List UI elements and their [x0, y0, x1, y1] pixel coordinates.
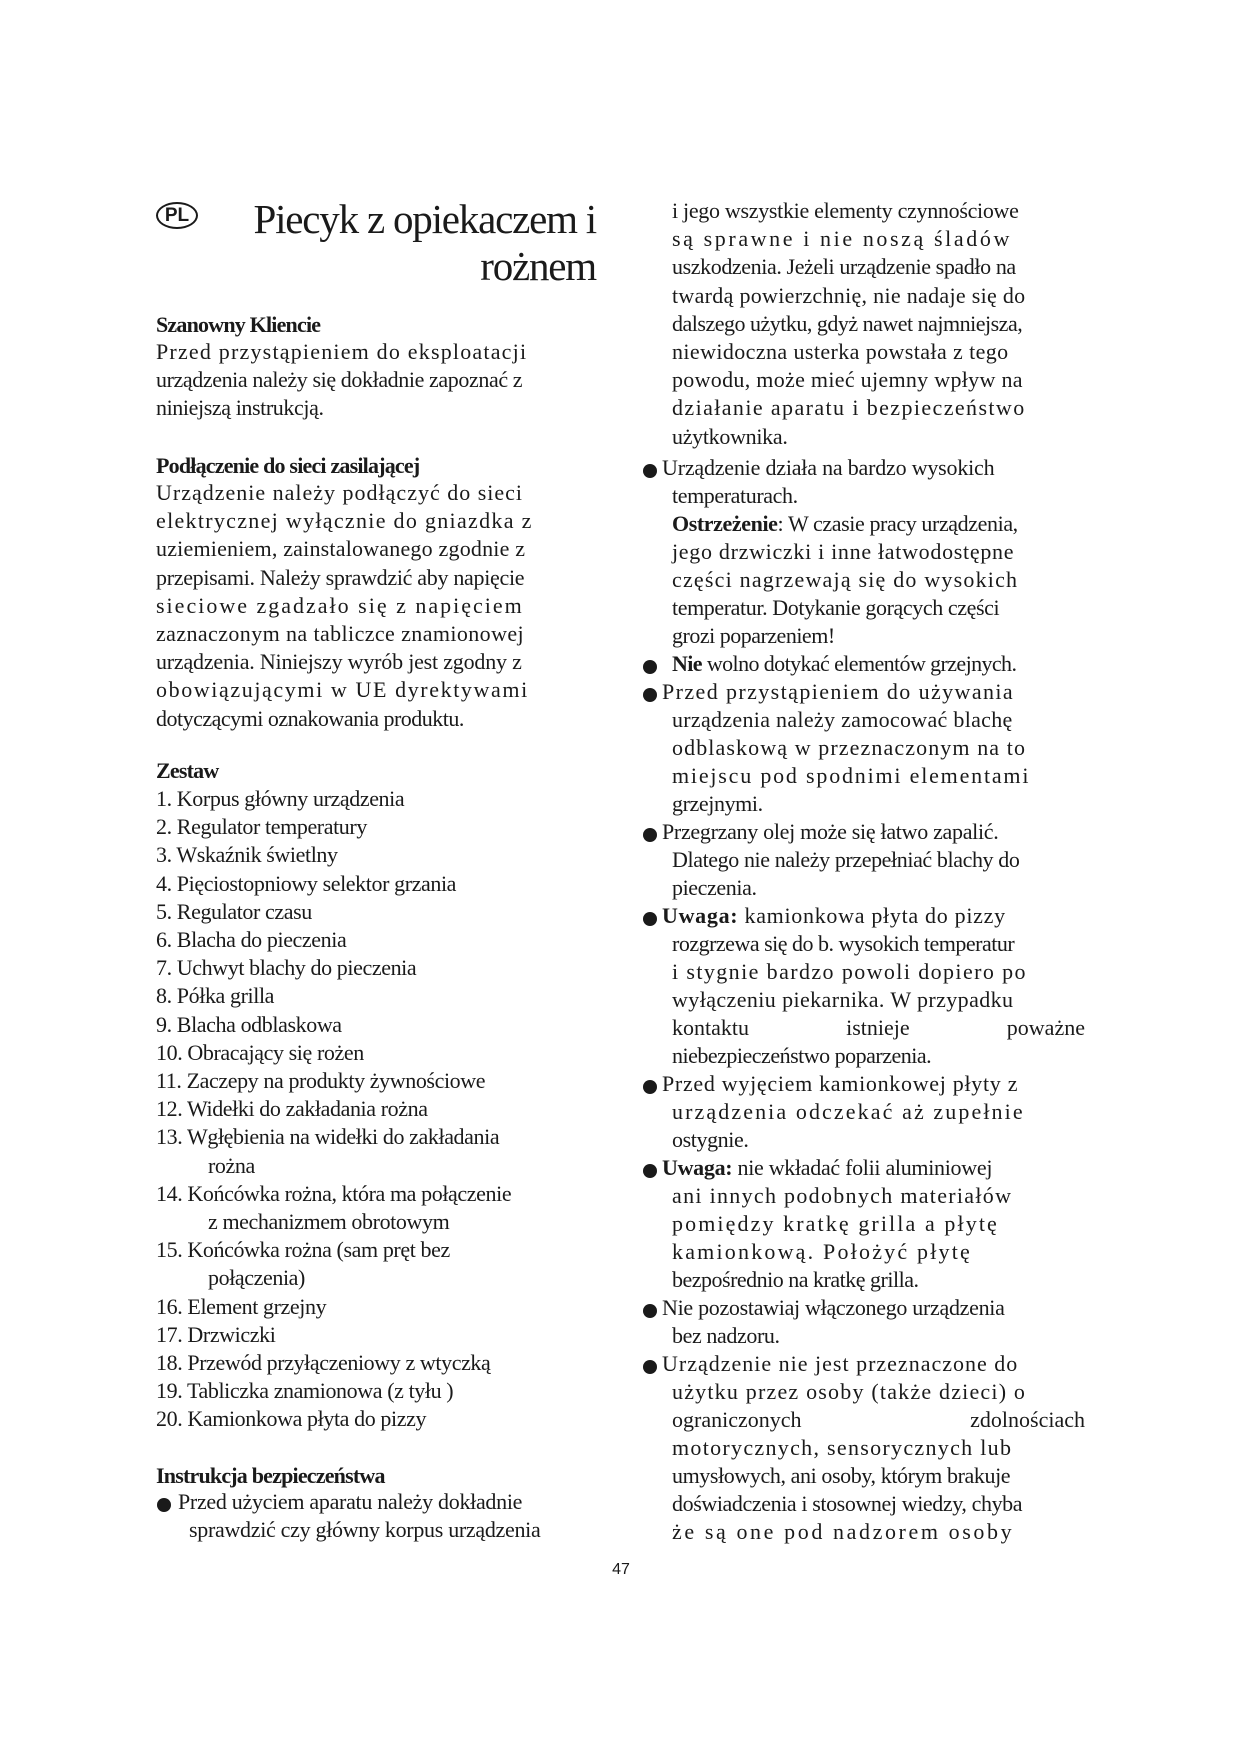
warning-line: temperatur. Dotykanie gorących części	[672, 595, 1000, 620]
bullet-line: Przed przystąpieniem do używania	[662, 679, 1015, 704]
safety-bullet-line: sprawdzić czy główny korpus urządzenia	[189, 1517, 541, 1542]
bullet-line: rozgrzewa się do b. wysokich temperatur	[672, 931, 1015, 956]
list-item: 6. Blacha do pieczenia	[156, 927, 347, 953]
connection-paragraph: Urządzenie należy podłączyć do sieci elektrycznej wyłącznie do gniazdka z uziemieniem, zainstalowanego zgodnie z przepisami. Należy sprawdzić aby napięcie sieciowe zgadzało się z napięciem zaznaczonym na tabliczce znamionowej urządzenia. Niniejszy wyrób jest zgodny z obowiązującymi w UE dyrektywami dotyczącymi oznakowania produktu.	[156, 480, 533, 731]
list-item: 1. Korpus główny urządzenia	[156, 786, 405, 811]
list-item: 12. Widełki do zakładania rożna	[156, 1096, 428, 1122]
list-item: 10. Obracający się rożen	[156, 1039, 364, 1065]
warning-line: części nagrzewają się do wysokich	[672, 567, 1019, 592]
bullet-icon	[643, 464, 657, 478]
safety-heading: Instrukcja bezpieczeństwa	[156, 1463, 385, 1488]
bullet-line: ani innych podobnych materiałów	[672, 1183, 1013, 1208]
bullet-line: urządzenia należy zamocować blachę	[672, 707, 1013, 732]
bullet-line: doświadczenia i stosownej wiedzy, chyba	[672, 1491, 1023, 1516]
warning-line: grozi poparzeniem!	[672, 623, 835, 648]
bullet-icon	[643, 1304, 657, 1318]
list-item-continuation: połączenia)	[208, 1265, 305, 1291]
bullet-line: Uwaga: nie wkładać folii aluminiowej	[662, 1155, 993, 1180]
bullet-line: grzejnymi.	[672, 791, 763, 816]
warning-line: jego drzwiczki i inne łatwodostępne	[672, 539, 1015, 564]
list-item: 19. Tabliczka znamionowa (z tyłu )	[156, 1378, 454, 1404]
bullet-line: pieczenia.	[672, 875, 757, 900]
bullet-line: bez nadzoru.	[672, 1323, 780, 1348]
title-line-1: Piecyk z opiekaczem i	[253, 196, 596, 242]
list-item: 7. Uchwyt blachy do pieczenia	[156, 955, 417, 981]
list-item: 18. Przewód przyłączeniowy z wtyczką	[156, 1350, 491, 1376]
bullet-icon	[643, 1360, 657, 1374]
bullet-line: Dlatego nie należy przepełniać blachy do	[672, 847, 1020, 872]
list-item: 4. Pięciostopniowy selektor grzania	[156, 870, 457, 896]
bullet-line: wyłączeniu piekarnika. W przypadku	[672, 987, 1014, 1012]
greeting-paragraph: Przed przystąpieniem do eksploatacji urządzenia należy się dokładnie zapoznać z niniejszą instrukcją.	[156, 339, 528, 421]
bullet-line: urządzenia odczekać aż zupełnie	[672, 1099, 1025, 1124]
bullet-line: Przegrzany olej może się łatwo zapalić.	[662, 819, 999, 844]
safety-bullet-line: Przed użyciem aparatu należy dokładnie	[178, 1489, 523, 1514]
bullet-line: że są one pod nadzorem osoby	[672, 1519, 1015, 1544]
bullet-line: pomiędzy kratkę grilla a płytę	[672, 1211, 999, 1236]
bullet-icon	[157, 1498, 171, 1512]
list-item: 16. Element grzejny	[156, 1293, 327, 1319]
bullet-icon	[643, 1080, 657, 1094]
bullet-line: temperaturach.	[672, 483, 798, 508]
list-item: 17. Drzwiczki	[156, 1321, 276, 1347]
bullet-line: Uwaga: kamionkowa płyta do pizzy	[662, 903, 1006, 928]
bullet-line: bezpośrednio na kratkę grilla.	[672, 1267, 919, 1292]
list-item-continuation: z mechanizmem obrotowym	[208, 1209, 450, 1235]
list-item-continuation: rożna	[208, 1152, 255, 1178]
list-item: 2. Regulator temperatury	[156, 814, 367, 840]
bullet-line: umysłowych, ani osoby, którym brakuje	[672, 1463, 1011, 1488]
bullet-line: motorycznych, sensorycznych lub	[672, 1435, 1013, 1460]
bullet-icon	[643, 828, 657, 842]
bullet-icon	[643, 660, 657, 674]
parts-list	[156, 785, 511, 1434]
safety-continuation: i jego wszystkie elementy czynnościowe są sprawne i nie noszą śladów uszkodzenia. Jeżeli urządzenie spadło na twardą powierzchnię, nie nadaje się do dalszego użytku, gdyż nawet najmniejsza, niewidoczna usterka powstała z tego powodu, może mieć ujemny wpływ na działanie aparatu i bezpieczeństwo użytkownika.	[672, 198, 1026, 449]
bullet-line: ograniczonych zdolnościach	[672, 1407, 1085, 1432]
list-item: 13. Wgłębienia na widełki do zakładania	[156, 1124, 500, 1150]
greeting-heading: Szanowny Kliencie	[156, 312, 321, 337]
bullet-line: Urządzenie działa na bardzo wysokich	[662, 455, 995, 480]
bullet-icon	[643, 912, 657, 926]
list-item: 5. Regulator czasu	[156, 898, 312, 924]
bullet-line: Przed wyjęciem kamionkowej płyty z	[662, 1071, 1019, 1096]
bullet-icon	[643, 688, 657, 702]
list-item: 9. Blacha odblaskowa	[156, 1011, 342, 1037]
list-item: 20. Kamionkowa płyta do pizzy	[156, 1406, 427, 1432]
bullet-line: kamionkową. Położyć płytę	[672, 1239, 973, 1264]
list-item: 8. Półka grilla	[156, 983, 275, 1009]
list-item: 11. Zaczepy na produkty żywnościowe	[156, 1068, 486, 1094]
connection-heading: Podłączenie do sieci zasilającej	[156, 453, 420, 478]
set-heading: Zestaw	[156, 758, 219, 783]
page-title	[240, 196, 596, 290]
bullet-line: ostygnie.	[672, 1127, 749, 1152]
list-item: 14. Końcówka rożna, która ma połączenie	[156, 1180, 512, 1206]
bullet-line: Nie wolno dotykać elementów grzejnych.	[672, 651, 1017, 676]
bullet-line: użytku przez osoby (także dzieci) o	[672, 1379, 1027, 1404]
bullet-line: miejscu pod spodnimi elementami	[672, 763, 1031, 788]
bullet-line: Nie pozostawiaj włączonego urządzenia	[662, 1295, 1005, 1320]
page-number: 47	[612, 1561, 630, 1578]
warning-line: Ostrzeżenie: W czasie pracy urządzenia,	[672, 511, 1018, 536]
bullet-line: Urządzenie nie jest przeznaczone do	[662, 1351, 1019, 1376]
bullet-line: kontaktu istnieje poważne	[672, 1015, 1085, 1040]
list-item: 15. Końcówka rożna (sam pręt bez	[156, 1237, 450, 1263]
title-line-2: rożnem	[480, 243, 596, 289]
list-item: 3. Wskaźnik świetlny	[156, 842, 338, 868]
language-badge: PL	[156, 202, 198, 229]
bullet-line: i stygnie bardzo powoli dopiero po	[672, 959, 1027, 984]
bullet-icon	[643, 1164, 657, 1178]
bullet-line: niebezpieczeństwo poparzenia.	[672, 1043, 932, 1068]
bullet-line: odblaskową w przeznaczonym na to	[672, 735, 1027, 760]
